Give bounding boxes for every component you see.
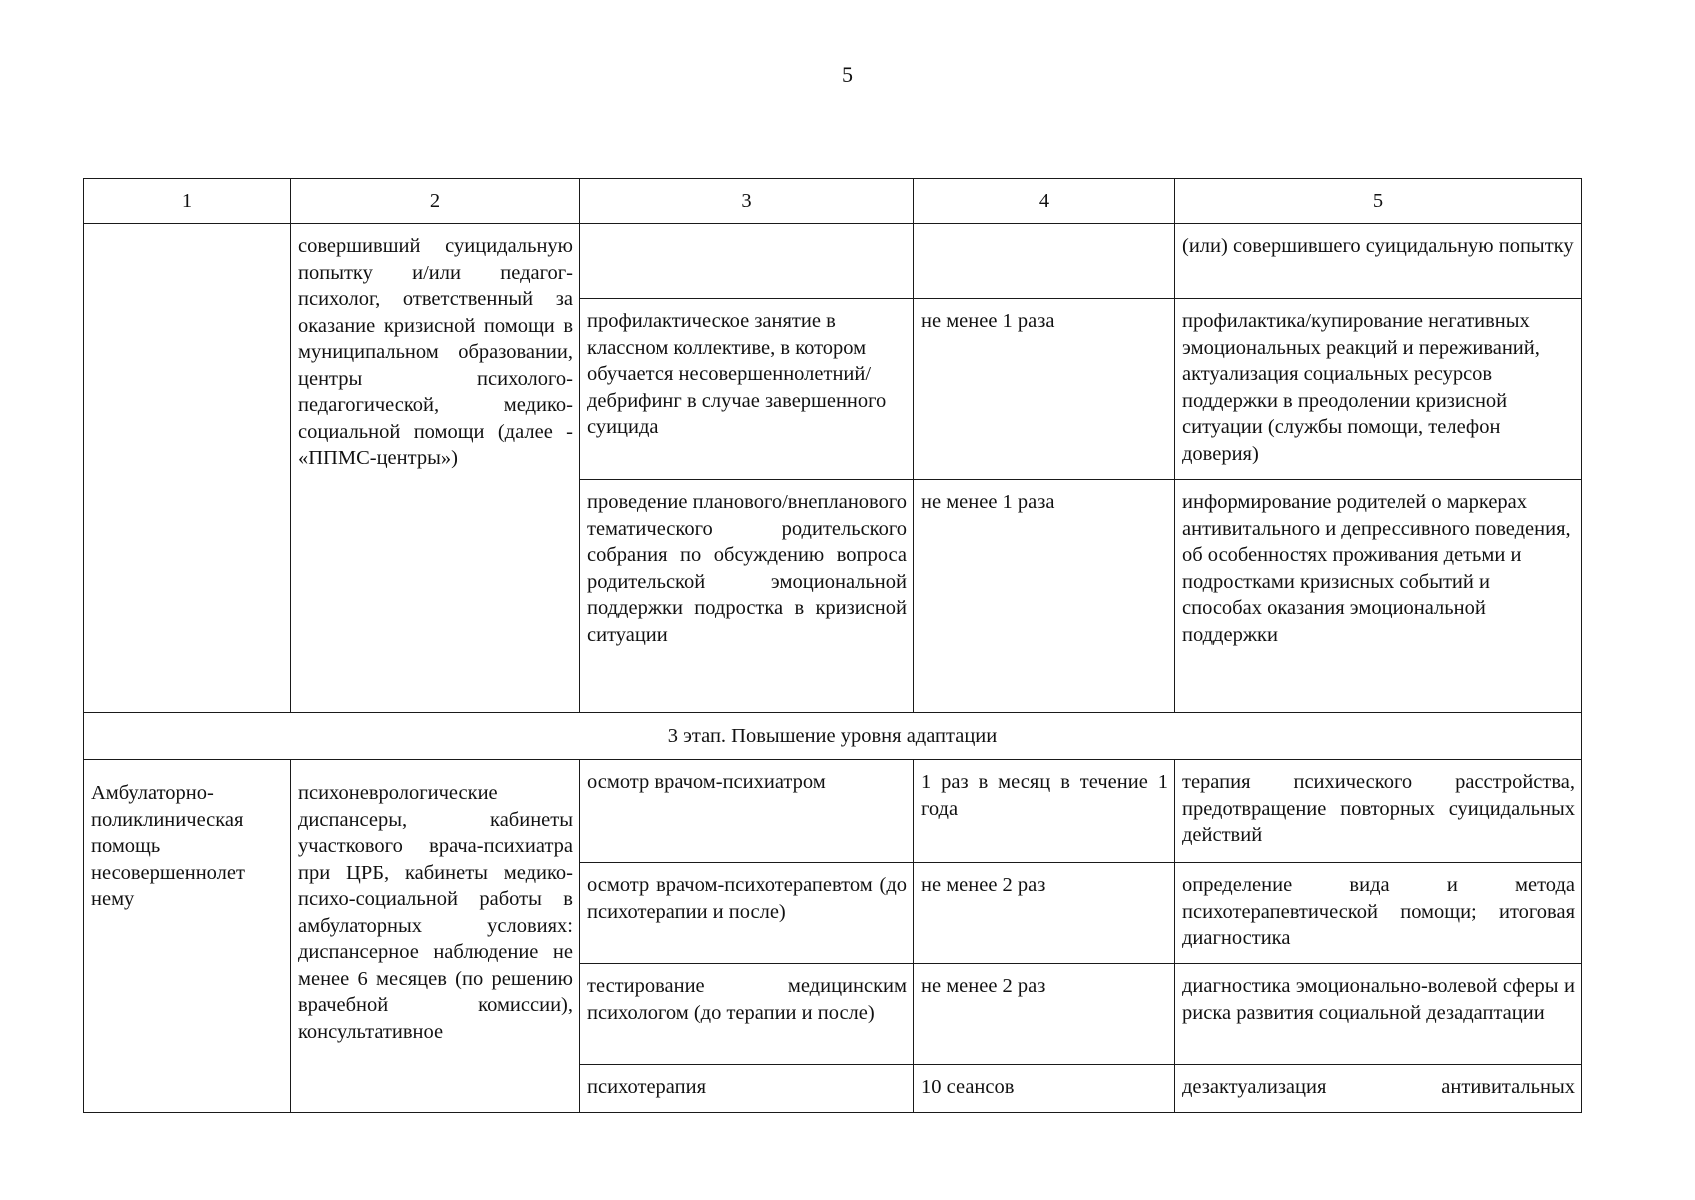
header-col-2: 2: [291, 179, 580, 224]
measures-table: [83, 178, 1582, 1113]
section2-row1-event: осмотр врачом-психиатром: [580, 760, 914, 863]
section2-row1-goal: терапия психического расстройства, предотвращение повторных суицидальных действий: [1175, 760, 1582, 863]
header-col-4: 4: [914, 179, 1175, 224]
page-number: 5: [842, 62, 853, 87]
section2-row3-frequency: не менее 2 раз: [914, 964, 1175, 1065]
section2-row2-frequency: не менее 2 раз: [914, 863, 1175, 964]
section2-row1-frequency: 1 раз в месяц в течение 1 года: [914, 760, 1175, 863]
section1-row2-event: профилактическое занятие в классном коллективе, в котором обучается несовершеннолетний/ дебрифинг в случае завершенного суицида: [580, 299, 914, 480]
header-col-3: 3: [580, 179, 914, 224]
section1-row3-event: проведение планового/внепланового тематического родительского собрания по обсуждению вопроса родительской эмоциональной поддержки подростка в кризисной ситуации: [580, 480, 914, 713]
header-row: [84, 179, 1582, 224]
section2-row4-goal: дезактуализация антивитальных: [1175, 1065, 1582, 1113]
section1-row2-goal: профилактика/купирование негативных эмоциональных реакций и переживаний, актуализация социальных ресурсов поддержки в преодолении кризисной ситуации (службы помощи, телефон доверия): [1175, 299, 1582, 480]
table-row: [84, 224, 1582, 299]
stage-row: [84, 713, 1582, 760]
section1-col1: [84, 224, 291, 713]
section2-institutions: психоневрологические диспансеры, кабинеты участкового врача-психиатра при ЦРБ, кабинеты медико-психо-социальной работы в амбулаторных условиях: диспансерное наблюдение не менее 6 месяцев (по решению врачебной комиссии), консультативное: [291, 760, 580, 1113]
header-col-5: 5: [1175, 179, 1582, 224]
section2-row3-goal: диагностика эмоционально-волевой сферы и риска развития социальной дезадаптации: [1175, 964, 1582, 1065]
section1-row3-frequency: не менее 1 раза: [914, 480, 1175, 713]
section1-row2-frequency: не менее 1 раза: [914, 299, 1175, 480]
section1-row3-goal: информирование родителей о маркерах антивитального и депрессивного поведения, об особенностях проживания детьми и подростками кризисных событий и способах оказания эмоциональной поддержки: [1175, 480, 1582, 713]
header-col-1: 1: [84, 179, 291, 224]
section1-responsible: совершивший суицидальную попытку и/или педагог-психолог, ответственный за оказание кризисной помощи в муниципальном образовании, центры психолого-педагогической, медико-социальной помощи (далее - «ППМС-центры»): [291, 224, 580, 713]
section2-row4-event: психотерапия: [580, 1065, 914, 1113]
section2-row2-event: осмотр врачом-психотерапевтом (до психотерапии и после): [580, 863, 914, 964]
section2-row3-event: тестирование медицинским психологом (до терапии и после): [580, 964, 914, 1065]
table-row: [84, 760, 1582, 863]
section1-row1-event: [580, 224, 914, 299]
section2-row2-goal: определение вида и метода психотерапевтической помощи; итоговая диагностика: [1175, 863, 1582, 964]
section1-row1-frequency: [914, 224, 1175, 299]
stage-title: 3 этап. Повышение уровня адаптации: [84, 713, 1582, 760]
section2-care-type: Амбулаторно-поликлиническая помощь несовершеннолет нему: [84, 760, 291, 1113]
section2-row4-frequency: 10 сеансов: [914, 1065, 1175, 1113]
section1-row1-goal: (или) совершившего суицидальную попытку: [1175, 224, 1582, 299]
